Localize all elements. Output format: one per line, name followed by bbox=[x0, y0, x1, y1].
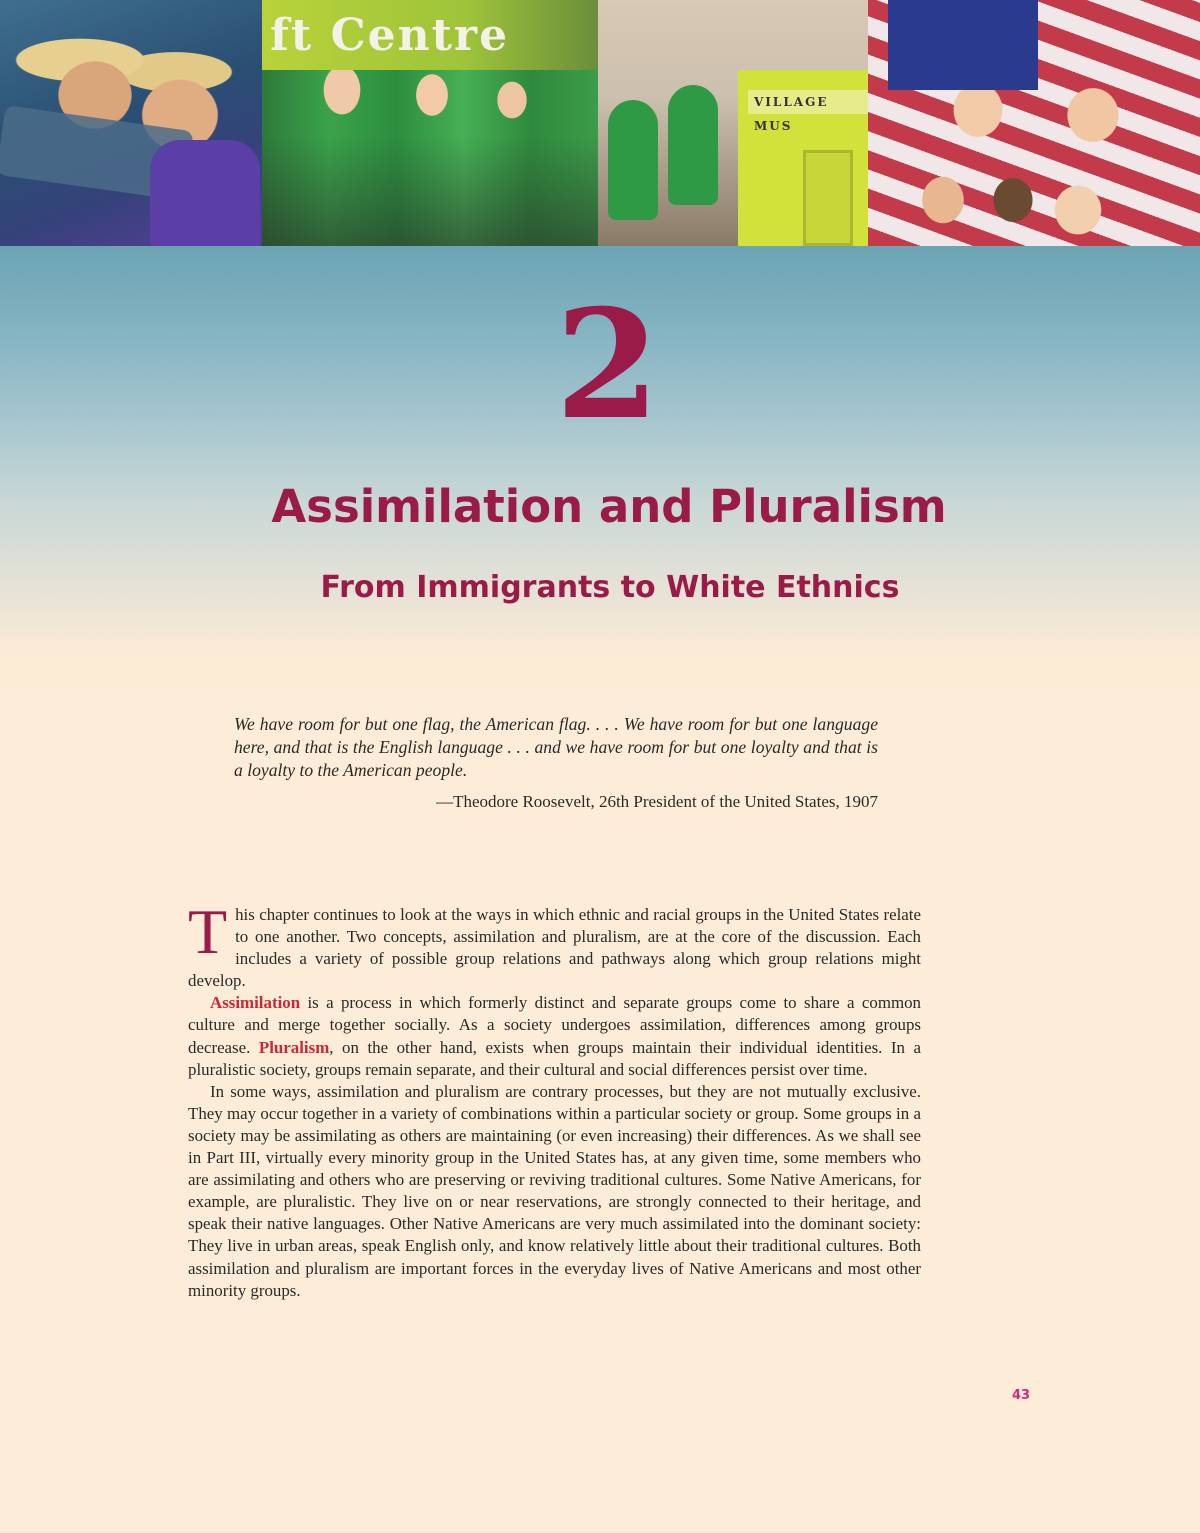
paragraph-3-text: In some ways, assimilation and pluralism are contrary processes, but they are not mutually exclusive. They may occur together in a variety of combinations within a particular society or group. Some groups in a society may be assimilating as others are maintaining (or even increasing) their differences. As we shall see in Part III, virtually every minority group in the United States has, at any given time, some members who are assimilating and others who are preserving or reviving traditional cultures. Some Native Americans, for example, are pluralistic. They live on or near reservations, are strongly connected to their heritage, and speak their native languages. Other Native Americans are very much assimilated into the dominant society: They live in urban areas, speak English only, and know relatively little about their traditional cultures. Both assimilation and pluralism are important forces in the everyday lives of Native Americans and most other minority groups. bbox=[188, 1081, 921, 1300]
photo-shop-sign: VILLAGE MUS bbox=[748, 90, 868, 114]
epigraph-attribution: —Theodore Roosevelt, 26th President of the United States, 1907 bbox=[436, 792, 878, 811]
header-photo-collage bbox=[0, 0, 1200, 246]
photo-shirt bbox=[150, 140, 260, 246]
photo-shop-door bbox=[803, 150, 853, 246]
chapter-body bbox=[188, 896, 921, 1302]
body-paragraph-1 bbox=[188, 896, 921, 992]
epigraph bbox=[234, 713, 878, 812]
page-number: 43 bbox=[1012, 1388, 1031, 1403]
key-term-pluralism: Pluralism bbox=[258, 1037, 330, 1057]
body-paragraph-2 bbox=[188, 992, 921, 1080]
photo-boys-in-straw-hats bbox=[0, 0, 262, 246]
photo-village-street bbox=[598, 0, 868, 246]
chapter-subtitle: From Immigrants to White Ethnics bbox=[320, 570, 900, 605]
photo-irish-dancers bbox=[262, 0, 598, 246]
chapter-number: 2 bbox=[555, 277, 660, 453]
key-term-assimilation: Assimilation bbox=[210, 993, 301, 1013]
paragraph-2-text-a: is a process in which formerly distinct and separate groups come to share a common culture and merge together socially. As a society undergoes assimilation, differences among groups decrease. bbox=[188, 993, 921, 1057]
photo-children-with-flag bbox=[868, 0, 1200, 246]
photo-sign-text: ft Centre bbox=[270, 10, 510, 61]
photo-flag-canton bbox=[888, 0, 1038, 90]
photo-dancer bbox=[668, 85, 718, 205]
drop-cap: T bbox=[188, 896, 228, 967]
epigraph-quote: We have room for but one flag, the American flag. . . . We have room for but one language here, and that is the English language . . . and we have room for but one loyalty and that is a loyalty to the American people. bbox=[234, 714, 878, 780]
paragraph-1-text: his chapter continues to look at the ways in which ethnic and racial groups in the United States relate to one another. Two concepts, assimilation and pluralism, are at the core of the discussion. Each includes a variety of possible group relations and pathways along which group relations might develop. bbox=[188, 905, 921, 991]
paragraph-2-text-b: , on the other hand, exists when groups maintain their individual identities. In a pluralistic society, groups remain separate, and their cultural and social differences persist over time. bbox=[188, 1037, 921, 1079]
photo-dancer bbox=[608, 100, 658, 220]
body-paragraph-3 bbox=[188, 1081, 921, 1302]
photo-building-sign bbox=[262, 0, 598, 70]
chapter-title: Assimilation and Pluralism bbox=[271, 480, 947, 533]
